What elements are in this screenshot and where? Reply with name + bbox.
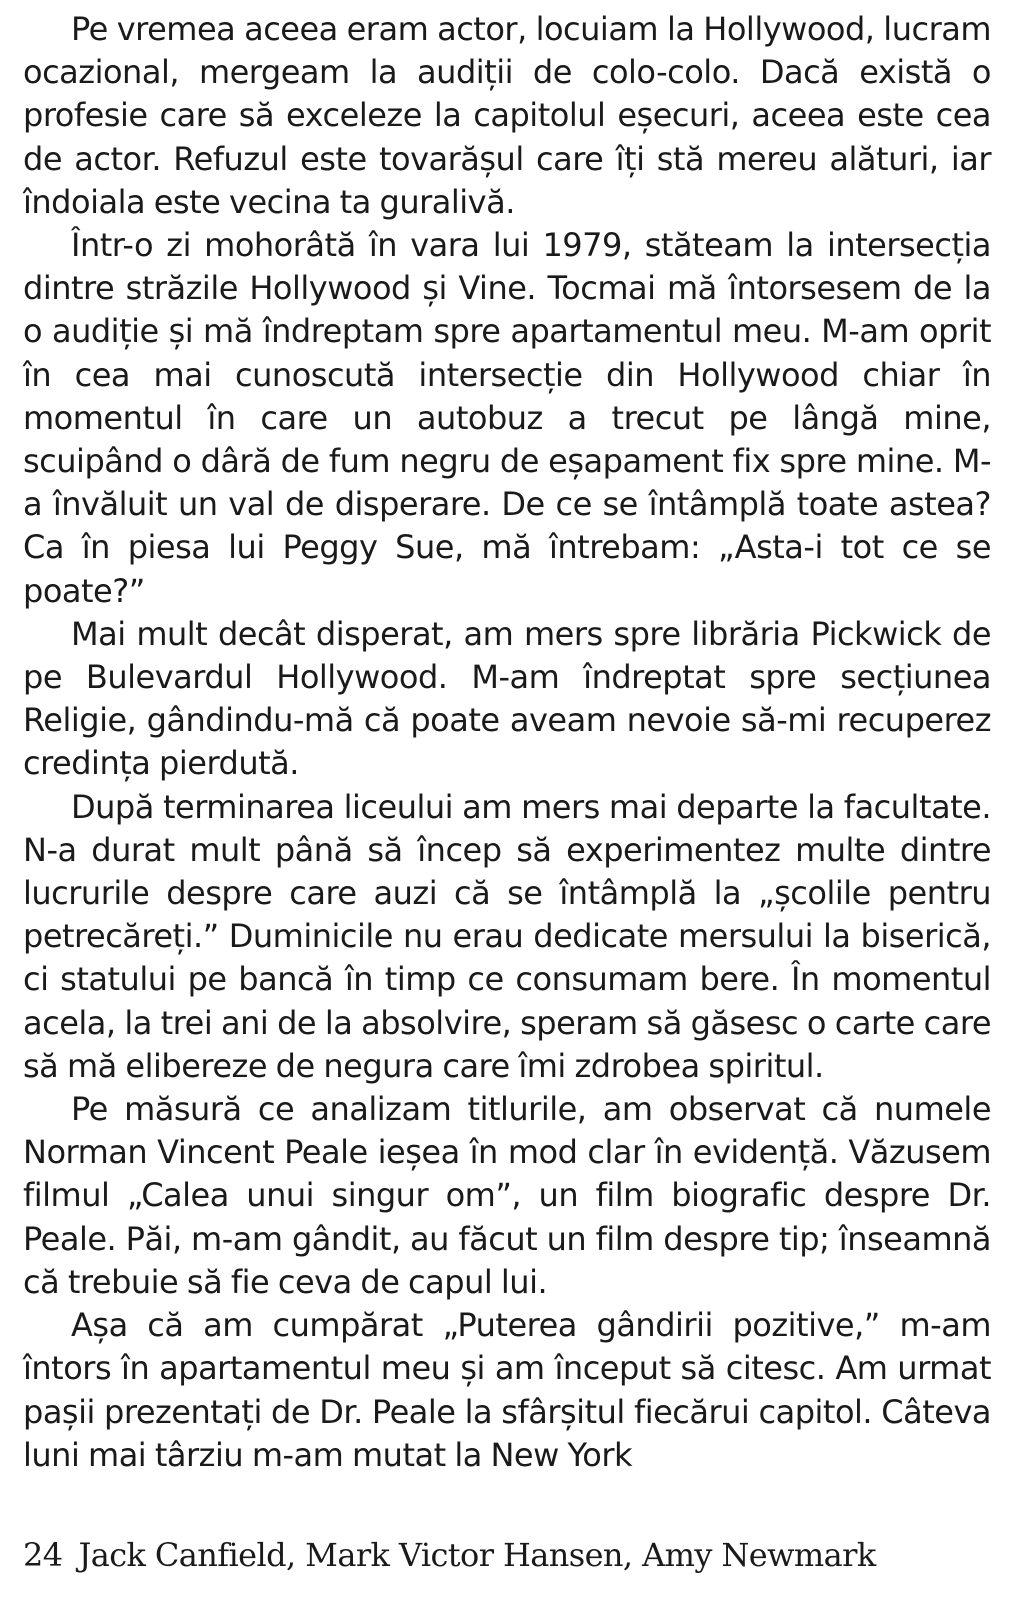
- paragraph: Într-o zi mohorâtă în vara lui 1979, stăteam la intersecția dintre străzile Hollywood și Vine. Tocmai mă întorsesem de la o audiție și mă îndreptam spre apartamentul meu. M-am oprit în cea mai cunoscută intersecție din Hollywood chiar în momentul în care un autobuz a trecut pe lângă mine, scuipând o dâră de fum negru de eșapament fix spre mine. M-a învăluit un val de disperare. De ce se întâmplă toate astea? Ca în piesa lui Peggy Sue, mă întrebam: „Asta-i tot ce se poate?”: [23, 226, 991, 610]
- body-text: [23, 8, 991, 1477]
- paragraph: Așa că am cumpărat „Puterea gândirii pozitive,” m-am întors în apartamentul meu și am început să citesc. Am urmat pașii prezentați de Dr. Peale la sfârșitul fiecărui capitol. Câteva luni mai târziu m-am mutat la New York: [23, 1306, 991, 1474]
- paragraph: Pe vremea aceea eram actor, locuiam la Hollywood, lucram ocazional, mergeam la audiții de colo-colo. Dacă există o profesie care să exceleze la capitolul eșecuri, aceea este cea de actor. Refuzul este tovarășul care îți stă mereu alături, iar îndoiala este vecina ta guralivă.: [23, 10, 991, 221]
- paragraph: Pe măsură ce analizam titlurile, am observat că numele Norman Vincent Peale ieșea în mod clar în evidență. Văzusem filmul „Calea unui singur om”, un film biografic despre Dr. Peale. Păi, m-am gândit, au făcut un film despre tip; înseamnă că trebuie să fie ceva de capul lui.: [23, 1090, 991, 1301]
- page-footer: [23, 1535, 991, 1575]
- paragraph: Mai mult decât disperat, am mers spre librăria Pickwick de pe Bulevardul Hollywood. M-am îndreptat spre secțiunea Religie, gândindu-mă că poate aveam nevoie să-mi recuperez credința pierdută.: [23, 614, 991, 783]
- running-footer-authors: Jack Canfield, Mark Victor Hansen, Amy Newmark: [78, 1536, 876, 1574]
- page-number: 24: [23, 1536, 63, 1574]
- paragraph: După terminarea liceului am mers mai departe la facultate. N-a durat mult până să încep să experimentez multe dintre lucrurile despre care auzi că se întâmplă la „școlile pentru petrecăreți.” Duminicile nu erau dedicate mersului la biserică, ci statului pe bancă în timp ce consumam bere. În momentul acela, la trei ani de la absolvire, speram să găsesc o carte care să mă elibereze de negura care îmi zdrobea spiritul.: [23, 787, 991, 1085]
